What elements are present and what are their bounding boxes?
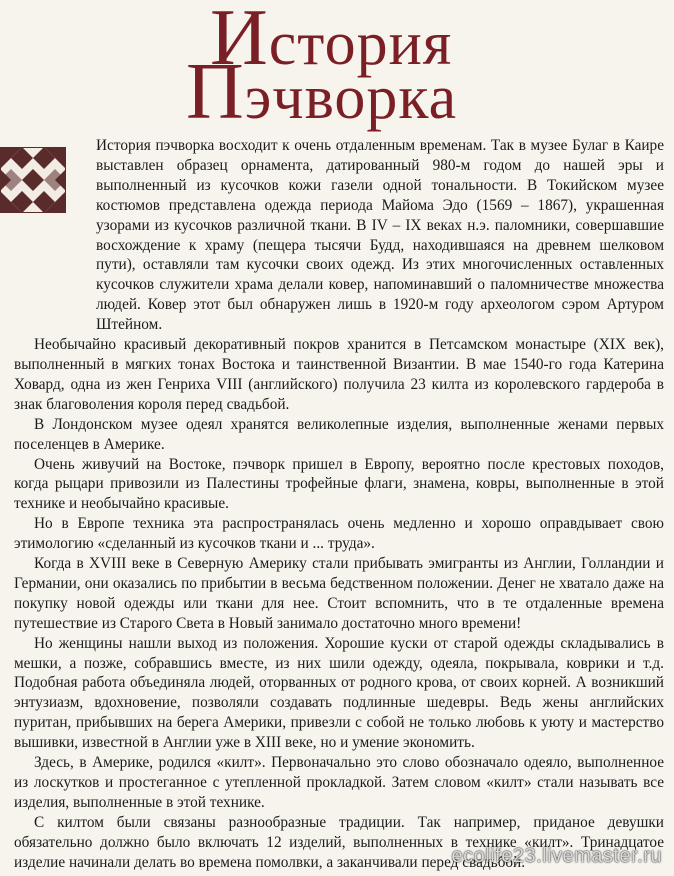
paragraph: С килтом были связаны разнообразные традиции. Так например, приданое девушки обязательно должно было включать 12 изделий, выполненных в технике «килт». Тринадцатое изделие начинали делать во времена помолвки, а заканчивали перед свадьбой. xyxy=(14,813,664,871)
paragraph: Очень живучий на Востоке, пэчворк пришел в Европу, вероятно после крестовых походов, когда рыцари привозили из Палестины трофейные флаги, знамена, ковры, выполненные в этой технике и необычайно красивые. xyxy=(14,455,664,513)
paragraph: Здесь, в Америке, родился «килт». Первоначально это слово обозначало одеяло, выполненное из лоскутков и простеганное с утепленной прокладкой. Затем словом «килт» стали называть все изделия, выполненные в этой технике. xyxy=(14,754,664,811)
title-line-1: История xyxy=(210,0,453,82)
paragraph: История пэчворка восходит к очень отдаленным временам. Так в музее Булаг в Каире выставлен образец орнамента, датированный 980-м годом до нашей эры и выполненный из кусочков кожи газели одной тональности. В Токийском музее костюмов представлена одежда периода Майома Эдо (1569 – 1867), украшенная узорами из кусочков различной ткани. В IV – IX веках н.э. паломники, совершавшие восхождение к храму (пещера тысячи Будд, находившаяся на древнем шелковом пути), оставляли там кусочки своих одежд. Из этих многочисленных оставленных кусочков служители храма делали ковер, напоминавший о паломничестве множества людей. Ковер этот был обнаружен лишь в 1920-м году археологом сэром Артуром Штейном. xyxy=(96,137,664,334)
paragraph: Когда в XVIII веке в Северную Америку стали прибывать эмигранты из Англии, Голландии и Германии, они оказались по прибытии в весьма бедственном положении. Денег не хватало даже на покупку новой одежды или ткани для нее. Стоит вспомнить, что в те отдаленные времена путешествие из Старого Света в Новый занимало достаточно много времени! xyxy=(14,555,664,632)
paragraph: Необычайно красивый декоративный покров хранится в Петсамском монастыре (XIX век), выполненный в мягких тонах Востока и таинственной Византии. В мае 1540-го года Катерина Ховард, одна из жен Генриха VIII (английского) получила 23 килта из королевского гардероба в знак благоволения короля перед свадьбой. xyxy=(14,336,664,413)
paragraph: Но женщины нашли выход из положения. Хорошие куски от старой одежды складывались в мешки, а позже, собравшись вместе, из них шили одежду, одеяла, покрывала, коврики и т.д. Подобная работа объединяла людей, оторванных от родного крова, от своих корней. А возникший энтузиазм, вдохновение, позволяли создавать подлинные шедевры. Ведь жены английских пуритан, прибывших на берега Америки, привезли с собой не только любовь к уюту и мастерство вышивки, известной в Англии уже в XIII веке, но и умение экономить. xyxy=(14,634,664,752)
paragraph: Но в Европе техника эта распространялась очень медленно и хорошо оправдывает свою этимологию «сделанный из кусочков ткани и ... труда». xyxy=(14,515,664,553)
article-body xyxy=(14,136,664,873)
title-line-2: Пэчворка xyxy=(186,48,458,136)
watermark: ecolife23.livemaster.ru xyxy=(451,845,662,867)
paragraph: В Лондонском музее одеял хранятся великолепные изделия, выполненные женами первых поселенцев в Америке. xyxy=(14,415,664,453)
